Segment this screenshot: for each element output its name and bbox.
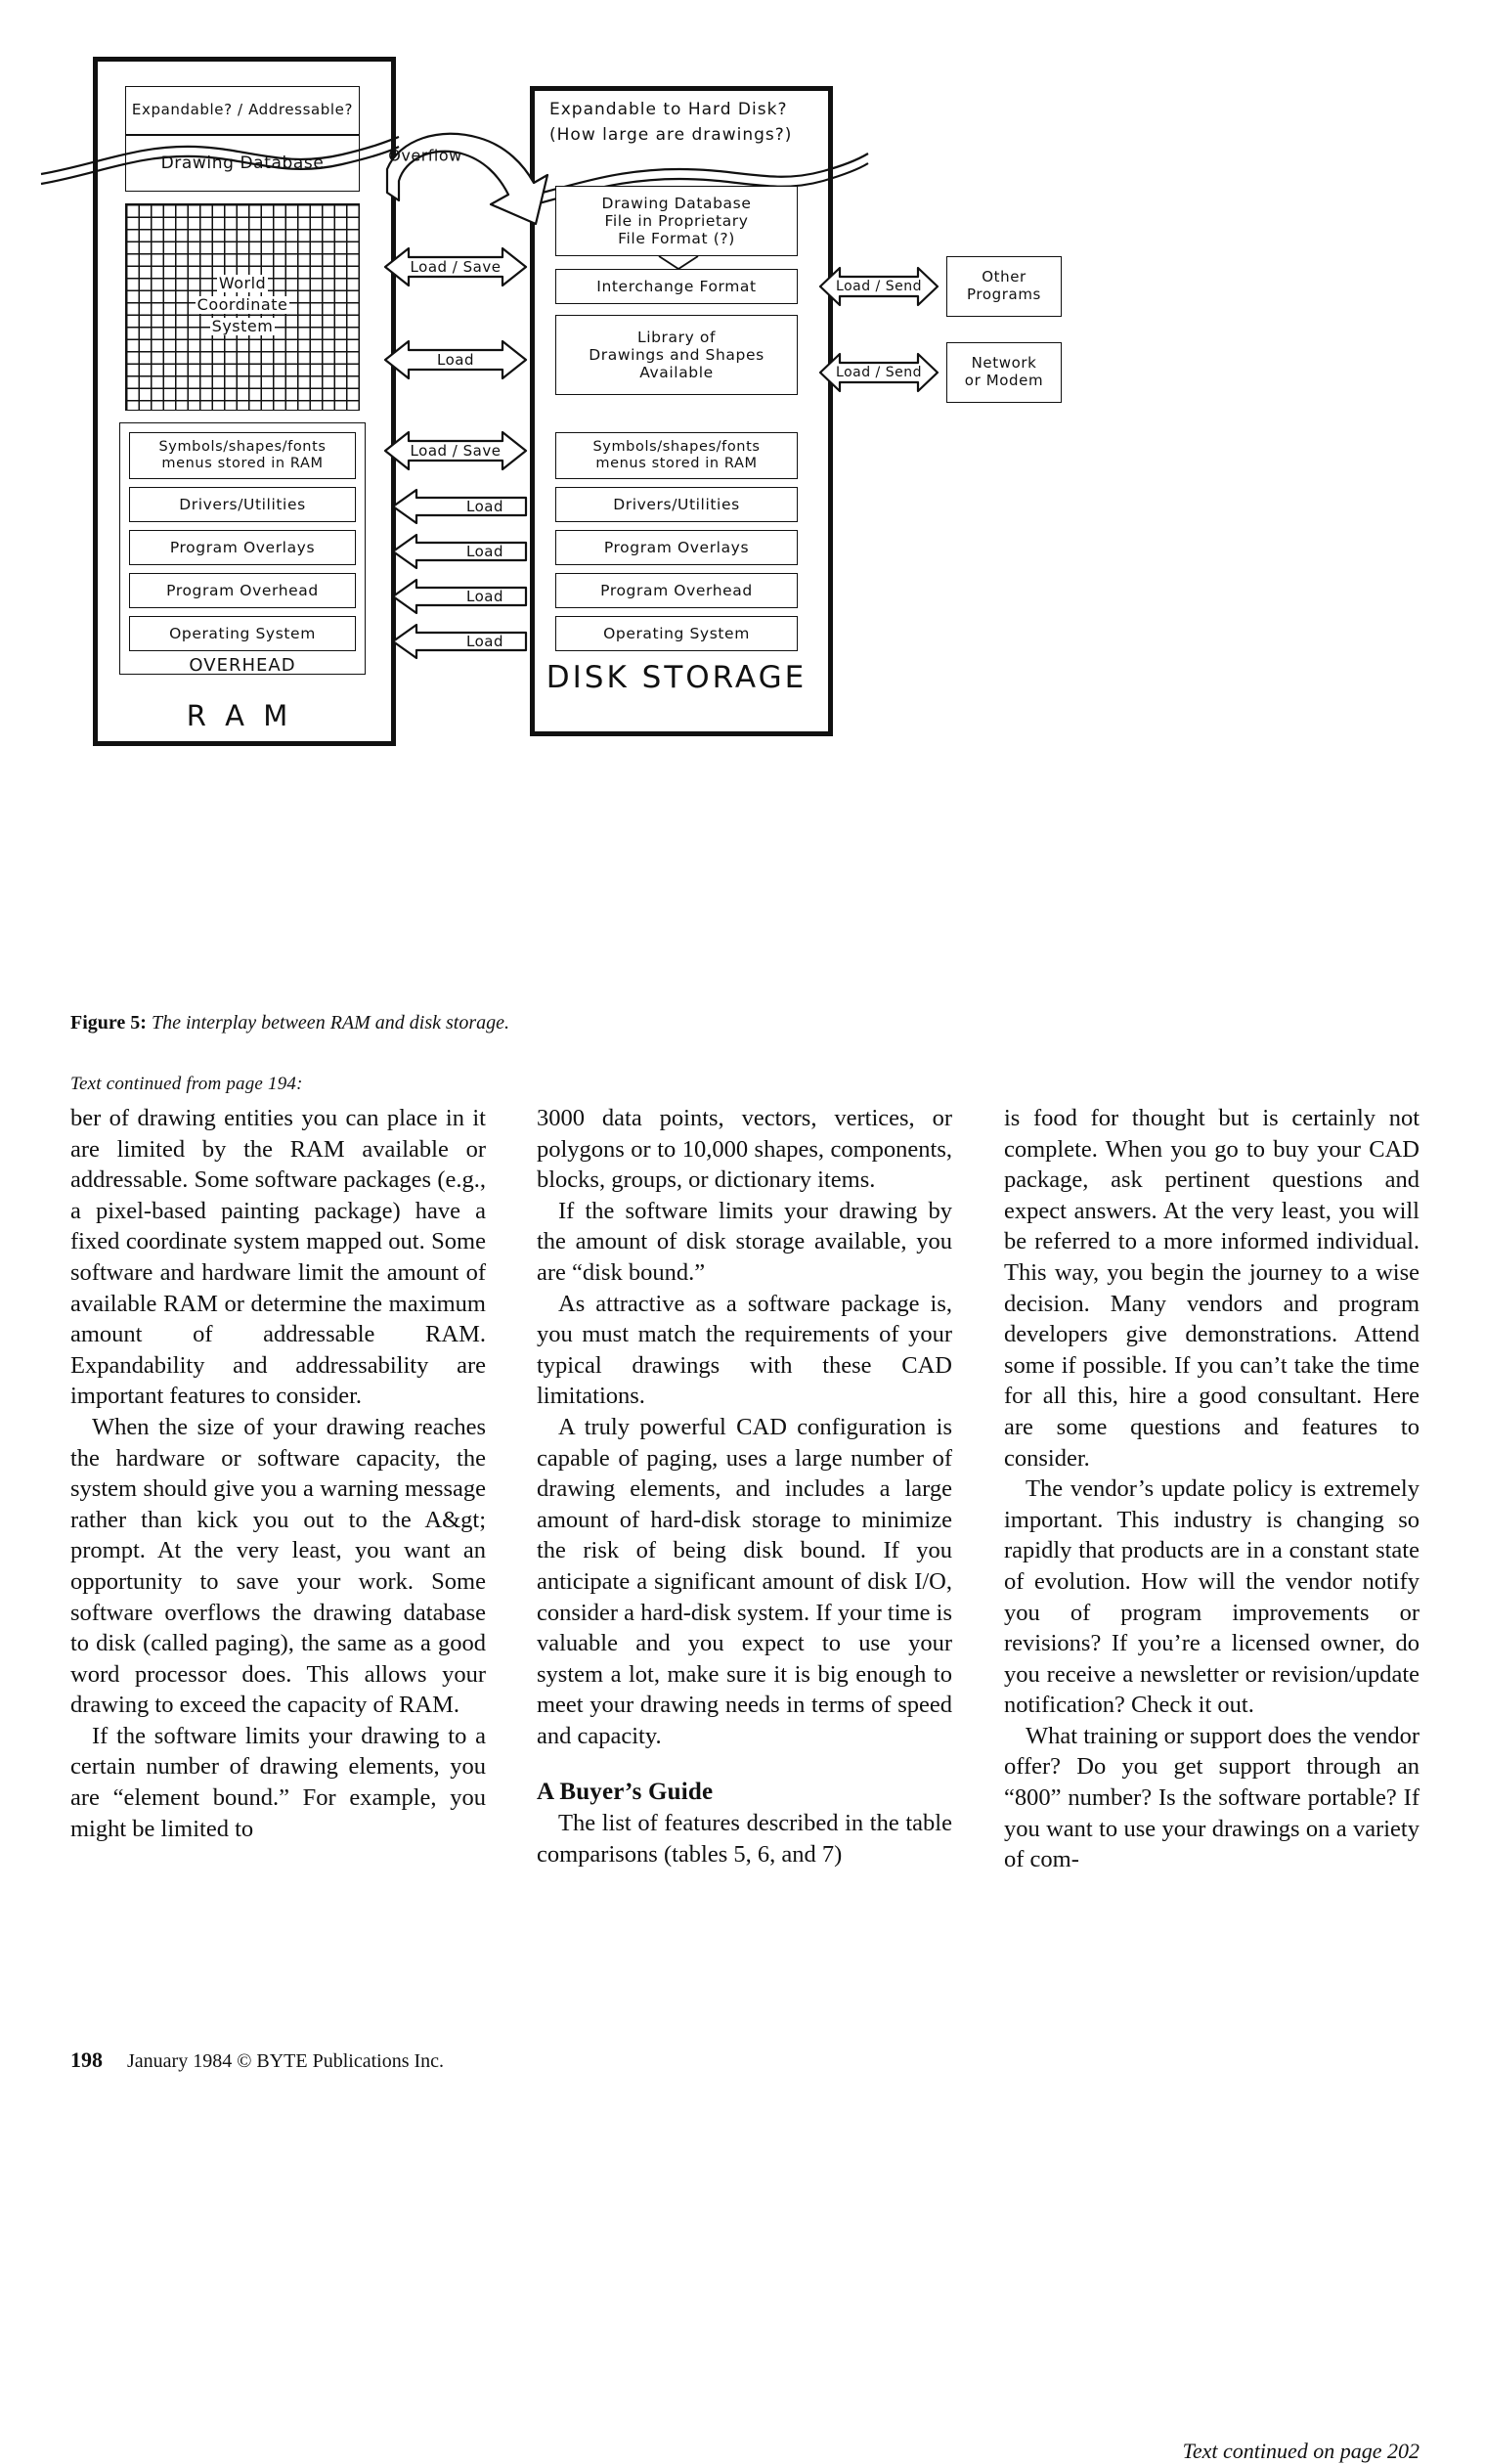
disk-library-line-2: Drawings and Shapes: [589, 345, 764, 364]
buyers-guide-heading: A Buyer’s Guide: [537, 1779, 714, 1806]
overflow-arrow-icon: [381, 122, 567, 240]
double-arrow-icon: [816, 350, 941, 395]
text-continued-from-note: Text continued from page 194:: [70, 1074, 303, 1094]
col2-paragraph-3: As attractive as a software package is, you must match the requirements of your typical drawings with these CAD limitations.: [537, 1290, 952, 1410]
load-arrow-5: [389, 532, 530, 571]
left-arrow-icon: [389, 532, 530, 571]
disk-drivers-box: [555, 487, 798, 522]
network-modem-line-1: Network: [971, 354, 1037, 373]
col1-paragraph-1: ber of drawing entities you can place in it are limited by the RAM available or addressable. Some software packages (e.g., a pixel-based painting package) have a fixed coordinate system mapped out. Some software and hardware limit the amount of available RAM or determine the maximum amount of addressable RAM. Expandability and addressability are important features to consider.: [70, 1105, 486, 1410]
column-3: [1004, 1103, 1419, 1875]
overflow-arrow: [381, 122, 567, 240]
network-modem-line-2: or Modem: [964, 372, 1044, 389]
load-save-arrow-1: [381, 244, 530, 289]
ram-overlays-label: Program Overlays: [169, 538, 316, 556]
footer-imprint: January 1984 © BYTE Publications Inc.: [127, 2050, 445, 2072]
disk-drivers-label: Drivers/Utilities: [613, 495, 740, 513]
ram-os-label: Operating System: [169, 624, 316, 642]
col3-paragraph-2: The vendor’s update policy is extremely important. This industry is changing so rapidly that products are in a constant state of evolution. How will the vendor notify you of program improvements or revisions? If you’re a licensed owner, do you receive a newsletter or revision/update notification? Check it out.: [1004, 1475, 1419, 1719]
column-2: [537, 1103, 952, 1870]
column-1: [70, 1103, 486, 1844]
disk-program-overhead-label: Program Overhead: [600, 581, 753, 599]
col1-paragraph-2: When the size of your drawing reaches the hardware or software capacity, the system should give you a warning message rather than kick you out to the A&gt; prompt. At the very least, you want an opportunity to save your work. Some software overflows the drawing database to disk (called paging), the same as a good word processor does. This allows your drawing to exceed the capacity of RAM.: [70, 1413, 486, 1719]
disk-overlays-label: Program Overlays: [603, 538, 750, 556]
wcs-line-3: System: [211, 317, 274, 335]
disk-db-line-1: Drawing Database: [601, 194, 752, 212]
disk-db-line-3: File Format (?): [618, 230, 735, 248]
ram-program-overhead-label: Program Overhead: [166, 581, 319, 599]
text-continued-on-note: Text continued on page 202: [1182, 2439, 1419, 2463]
disk-panel-title: DISK STORAGE: [546, 660, 808, 695]
network-modem-box: [946, 342, 1062, 403]
ram-expandable-label: Expandable? / Addressable?: [131, 101, 354, 119]
col2-paragraph-2: If the software limits your drawing by the amount of disk storage available, you are “disk bound.”: [537, 1197, 952, 1286]
ram-program-overhead-box: [129, 573, 356, 608]
load-send-arrow-1: [816, 264, 941, 309]
load-save-arrow-3-label: Load / Save: [410, 442, 502, 460]
double-arrow-icon: [381, 337, 530, 382]
load-arrow-2-label: Load: [437, 351, 474, 369]
ram-os-box: [129, 616, 356, 651]
ram-symbols-line-2: menus stored in RAM: [161, 456, 324, 471]
other-programs-box: [946, 256, 1062, 317]
disk-symbols-line-2: menus stored in RAM: [595, 456, 758, 471]
disk-interchange-format-box: [555, 269, 798, 304]
load-arrow-7: [389, 622, 530, 661]
disk-header-line-2: (How large are drawings?): [549, 125, 793, 145]
world-coordinate-system-grid: [125, 203, 360, 411]
col3-paragraph-1: is food for thought but is certainly not complete. When you go to buy your CAD package, ask pertinent questions and expect answers. At the very least, you will be referred to a more informed individual. This way, you begin the journey to a wise decision. Many vendors and program developers give demonstrations. Attend some if possible. If you can’t take the time for all this, hire a good consultant. Here are some questions and features to consider.: [1004, 1105, 1419, 1472]
ram-overhead-text: OVERHEAD: [189, 655, 296, 676]
double-arrow-icon: [381, 244, 530, 289]
disk-symbols-box: [555, 432, 798, 479]
wcs-line-1: World: [218, 274, 267, 292]
disk-library-box: [555, 315, 798, 395]
left-arrow-icon: [389, 622, 530, 661]
disk-database-file-box: [555, 186, 798, 256]
ram-panel-title: R A M: [186, 699, 293, 732]
ram-drivers-label: Drivers/Utilities: [179, 495, 306, 513]
col3-paragraph-3: What training or support does the vendor offer? Do you get support through an “800” number? Is the software portable? If you want to use your drawings on a variety of com-: [1004, 1722, 1419, 1873]
overflow-arrow-label: Overflow: [388, 146, 462, 165]
disk-symbols-line-1: Symbols/shapes/fonts: [592, 438, 761, 455]
ram-symbols-line-1: Symbols/shapes/fonts: [158, 438, 327, 455]
figure-caption-label: Figure 5:: [70, 1012, 147, 1034]
col2-paragraph-4: A truly powerful CAD configuration is capable of paging, uses a large number of drawing elements, and includes a large amount of hard-disk storage to minimize the risk of being disk bound. If you anticipate a significant amount of disk I/O, consider a hard-disk system. If your time is valuable and you expect to use your system a lot, make sure it is big enough to meet your drawing needs in terms of speed and capacity.: [537, 1413, 952, 1749]
ram-expandable-box: [125, 86, 360, 135]
load-send-arrow-2-label: Load / Send: [836, 365, 922, 380]
disk-os-box: [555, 616, 798, 651]
load-send-arrow-1-label: Load / Send: [836, 279, 922, 294]
col2-paragraph-5: The list of features described in the table comparisons (tables 5, 6, and 7): [537, 1810, 952, 1868]
disk-library-line-1: Library of: [636, 328, 717, 346]
load-save-arrow-3: [381, 428, 530, 473]
other-programs-line-1: Other: [982, 268, 1026, 286]
load-arrow-6: [389, 577, 530, 616]
col2-paragraph-1: 3000 data points, vectors, vertices, or polygons or to 10,000 shapes, components, blocks, groups, or dictionary items.: [537, 1105, 952, 1194]
figure-caption: [70, 1012, 509, 1034]
page-footer: [70, 2047, 444, 2073]
load-arrow-5-label: Load: [466, 543, 503, 560]
ram-drawing-database-box: [125, 135, 360, 192]
disk-overlays-box: [555, 530, 798, 565]
load-arrow-6-label: Load: [466, 588, 503, 605]
page-number: 198: [70, 2047, 103, 2072]
load-arrow-7-label: Load: [466, 633, 503, 650]
ram-drawing-database-label: Drawing Database: [160, 153, 325, 173]
load-arrow-4-label: Load: [466, 498, 503, 515]
load-arrow-2: [381, 337, 530, 382]
disk-os-label: Operating System: [603, 624, 750, 642]
figure-5-diagram: [59, 49, 1447, 1027]
load-save-arrow-1-label: Load / Save: [410, 258, 502, 276]
ram-drivers-box: [129, 487, 356, 522]
left-arrow-icon: [389, 487, 530, 526]
load-arrow-4: [389, 487, 530, 526]
disk-db-line-2: File in Proprietary: [604, 211, 749, 230]
double-arrow-icon: [381, 428, 530, 473]
disk-library-line-3: Available: [639, 364, 714, 382]
other-programs-line-2: Programs: [967, 286, 1041, 303]
double-arrow-icon: [816, 264, 941, 309]
ram-symbols-box: [129, 432, 356, 479]
col1-paragraph-3: If the software limits your drawing to a certain number of drawing elements, you are “element bound.” For example, you might be limited to: [70, 1722, 486, 1842]
load-send-arrow-2: [816, 350, 941, 395]
left-arrow-icon: [389, 577, 530, 616]
wcs-line-2: Coordinate: [197, 295, 288, 314]
figure-caption-text: The interplay between RAM and disk storage.: [151, 1012, 509, 1034]
disk-header-line-1: Expandable to Hard Disk?: [549, 100, 788, 119]
disk-program-overhead-box: [555, 573, 798, 608]
disk-interchange-label: Interchange Format: [596, 277, 757, 295]
ram-overlays-box: [129, 530, 356, 565]
